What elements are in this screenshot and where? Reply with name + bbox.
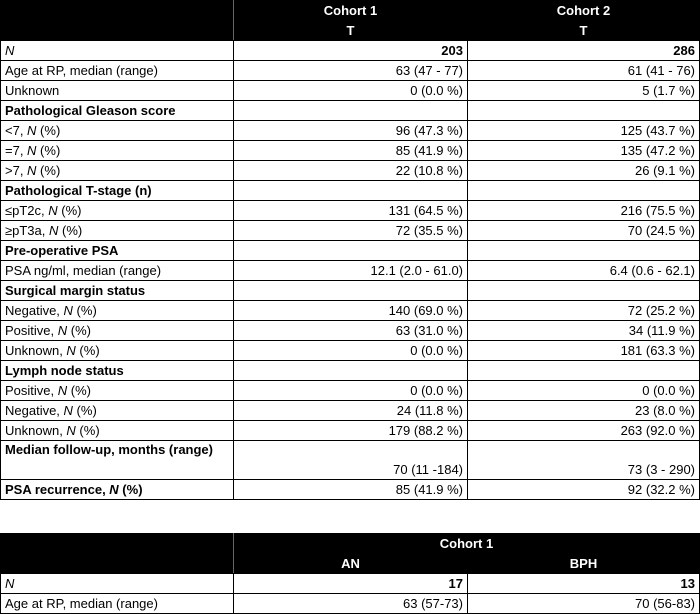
value-col1: 0 (0.0 %) <box>234 81 468 101</box>
row-label-part: >7, <box>5 162 28 178</box>
row-label-part: (%) <box>118 481 143 497</box>
row-label-part: N <box>63 402 73 418</box>
row-label <box>1 81 234 101</box>
row-label-part: N <box>5 42 15 58</box>
value-col1: 63 (31.0 %) <box>234 321 468 341</box>
row-label <box>1 381 234 401</box>
row-label-part: N <box>109 481 119 497</box>
section-row <box>1 361 700 381</box>
value-col2: 34 (11.9 %) <box>468 321 700 341</box>
row-label-part: (%) <box>36 142 61 158</box>
empty-cell <box>234 181 468 201</box>
header-cohort2: Cohort 2 <box>468 1 700 21</box>
row-label-part: (%) <box>75 422 100 438</box>
row-label-part: Negative, <box>5 302 64 318</box>
header-bph: BPH <box>468 554 700 574</box>
row-label <box>1 141 234 161</box>
row-label-part: Positive, <box>5 382 58 398</box>
row-label-part: =7, <box>5 142 28 158</box>
section-row <box>1 101 700 121</box>
row-label-part: N <box>63 302 73 318</box>
table-row <box>1 441 700 480</box>
header-blank-cell <box>1 1 234 41</box>
row-label <box>1 321 234 341</box>
row-label-part: (%) <box>72 402 97 418</box>
section-label: Pathological Gleason score <box>1 101 234 121</box>
table-row <box>1 321 700 341</box>
row-label-part: (%) <box>72 302 97 318</box>
table-row <box>1 81 700 101</box>
row-label <box>1 201 234 221</box>
value-col1: 85 (41.9 %) <box>234 480 468 500</box>
row-label-part: N <box>57 322 68 338</box>
row-label-part: N <box>57 382 68 398</box>
row-label-part: (%) <box>36 162 61 178</box>
row-label <box>1 161 234 181</box>
row-label <box>1 341 234 361</box>
table-row <box>1 401 700 421</box>
value-col1: 85 (41.9 %) <box>234 141 468 161</box>
header-cohort1-sub: T <box>234 21 468 41</box>
section-label: Pathological T-stage (n) <box>1 181 234 201</box>
row-label <box>1 261 234 281</box>
value-col2: 23 (8.0 %) <box>468 401 700 421</box>
value-col2: 216 (75.5 %) <box>468 201 700 221</box>
value-col2: 26 (9.1 %) <box>468 161 700 181</box>
section-row <box>1 181 700 201</box>
table-row <box>1 121 700 141</box>
row-label-part: ≥pT3a, <box>5 222 49 238</box>
value-col2: 73 (3 - 290) <box>468 441 700 480</box>
row-label-part: Unknown, <box>5 422 67 438</box>
section-row <box>1 281 700 301</box>
control-cohort-table <box>0 533 700 614</box>
row-label-part: Negative, <box>5 402 64 418</box>
row-label <box>1 594 234 614</box>
value-col1: 203 <box>234 41 468 61</box>
row-label-part: Unknown <box>5 82 60 98</box>
value-col2: 135 (47.2 %) <box>468 141 700 161</box>
table-row <box>1 161 700 181</box>
row-label-part: N <box>27 122 37 138</box>
row-label <box>1 441 234 480</box>
header-an: AN <box>234 554 468 574</box>
row-label <box>1 41 234 61</box>
row-label-part: (%) <box>75 342 100 358</box>
row-label <box>1 480 234 500</box>
row-label-part: PSA ng/ml, median (range) <box>5 262 162 278</box>
value-col1: 63 (47 - 77) <box>234 61 468 81</box>
value-col2: 181 (63.3 %) <box>468 341 700 361</box>
value-col1: 0 (0.0 %) <box>234 381 468 401</box>
empty-cell <box>468 101 700 121</box>
value-col2: 70 (24.5 %) <box>468 221 700 241</box>
table-row <box>1 41 700 61</box>
row-label-part: Median follow-up, months (range) <box>5 442 213 457</box>
empty-cell <box>234 241 468 261</box>
value-col2: 5 (1.7 %) <box>468 81 700 101</box>
row-label <box>1 401 234 421</box>
value-col1: 179 (88.2 %) <box>234 421 468 441</box>
row-label-part: N <box>5 575 15 591</box>
value-col1: 12.1 (2.0 - 61.0) <box>234 261 468 281</box>
value-col2: 6.4 (0.6 - 62.1) <box>468 261 700 281</box>
row-label-part: Unknown, <box>5 342 67 358</box>
value-col2: 0 (0.0 %) <box>468 381 700 401</box>
row-label-part: (%) <box>57 202 82 218</box>
table-row <box>1 574 700 594</box>
row-label-part: (%) <box>58 222 83 238</box>
value-col2: 70 (56-83) <box>468 594 700 614</box>
row-label <box>1 574 234 594</box>
row-label-part: <7, <box>5 122 28 138</box>
row-label-part: (%) <box>67 382 91 398</box>
section-label: Surgical margin status <box>1 281 234 301</box>
table-row <box>1 381 700 401</box>
empty-cell <box>468 361 700 381</box>
row-label-part: PSA recurrence, <box>5 481 110 497</box>
empty-cell <box>234 281 468 301</box>
empty-cell <box>468 281 700 301</box>
row-label-part: N <box>49 222 59 238</box>
header-cohort1: Cohort 1 <box>234 1 468 21</box>
row-label <box>1 121 234 141</box>
table-row <box>1 341 700 361</box>
section-label: Lymph node status <box>1 361 234 381</box>
value-col1: 22 (10.8 %) <box>234 161 468 181</box>
header-blank-cell <box>1 534 234 574</box>
value-col2: 263 (92.0 %) <box>468 421 700 441</box>
row-label <box>1 221 234 241</box>
value-col1: 72 (35.5 %) <box>234 221 468 241</box>
row-label <box>1 301 234 321</box>
row-label-part: ≤pT2c, <box>5 202 49 218</box>
value-col1: 96 (47.3 %) <box>234 121 468 141</box>
empty-cell <box>468 241 700 261</box>
table-row <box>1 141 700 161</box>
table-row <box>1 301 700 321</box>
value-col2: 92 (32.2 %) <box>468 480 700 500</box>
row-label-part: Age at RP, median (range) <box>5 62 158 78</box>
table-row <box>1 421 700 441</box>
table-row <box>1 594 700 614</box>
header-cohort1: Cohort 1 <box>234 534 700 554</box>
row-label-part: N <box>27 162 37 178</box>
table-row <box>1 61 700 81</box>
value-col1: 24 (11.8 %) <box>234 401 468 421</box>
value-col2: 13 <box>468 574 700 594</box>
value-col1: 140 (69.0 %) <box>234 301 468 321</box>
value-col1: 70 (11 -184) <box>234 441 468 480</box>
value-col1: 63 (57-73) <box>234 594 468 614</box>
table-row <box>1 480 700 500</box>
value-col2: 125 (43.7 %) <box>468 121 700 141</box>
header-cohort2-sub: T <box>468 21 700 41</box>
table-row <box>1 201 700 221</box>
row-label-part: (%) <box>67 322 91 338</box>
row-label <box>1 421 234 441</box>
row-label-part: N <box>48 202 58 218</box>
value-col2: 72 (25.2 %) <box>468 301 700 321</box>
value-col1: 0 (0.0 %) <box>234 341 468 361</box>
section-row <box>1 241 700 261</box>
empty-cell <box>234 361 468 381</box>
value-col1: 17 <box>234 574 468 594</box>
row-label-part: N <box>66 422 76 438</box>
row-label-part: N <box>66 342 76 358</box>
section-label: Pre-operative PSA <box>1 241 234 261</box>
row-label-part: Positive, <box>5 322 58 338</box>
value-col1: 131 (64.5 %) <box>234 201 468 221</box>
table-row <box>1 261 700 281</box>
value-col2: 61 (41 - 76) <box>468 61 700 81</box>
value-col2: 286 <box>468 41 700 61</box>
empty-cell <box>468 181 700 201</box>
row-label <box>1 61 234 81</box>
row-label-part: (%) <box>36 122 61 138</box>
empty-cell <box>234 101 468 121</box>
row-label-part: N <box>27 142 37 158</box>
row-label-part: Age at RP, median (range) <box>5 595 158 611</box>
table-row <box>1 221 700 241</box>
